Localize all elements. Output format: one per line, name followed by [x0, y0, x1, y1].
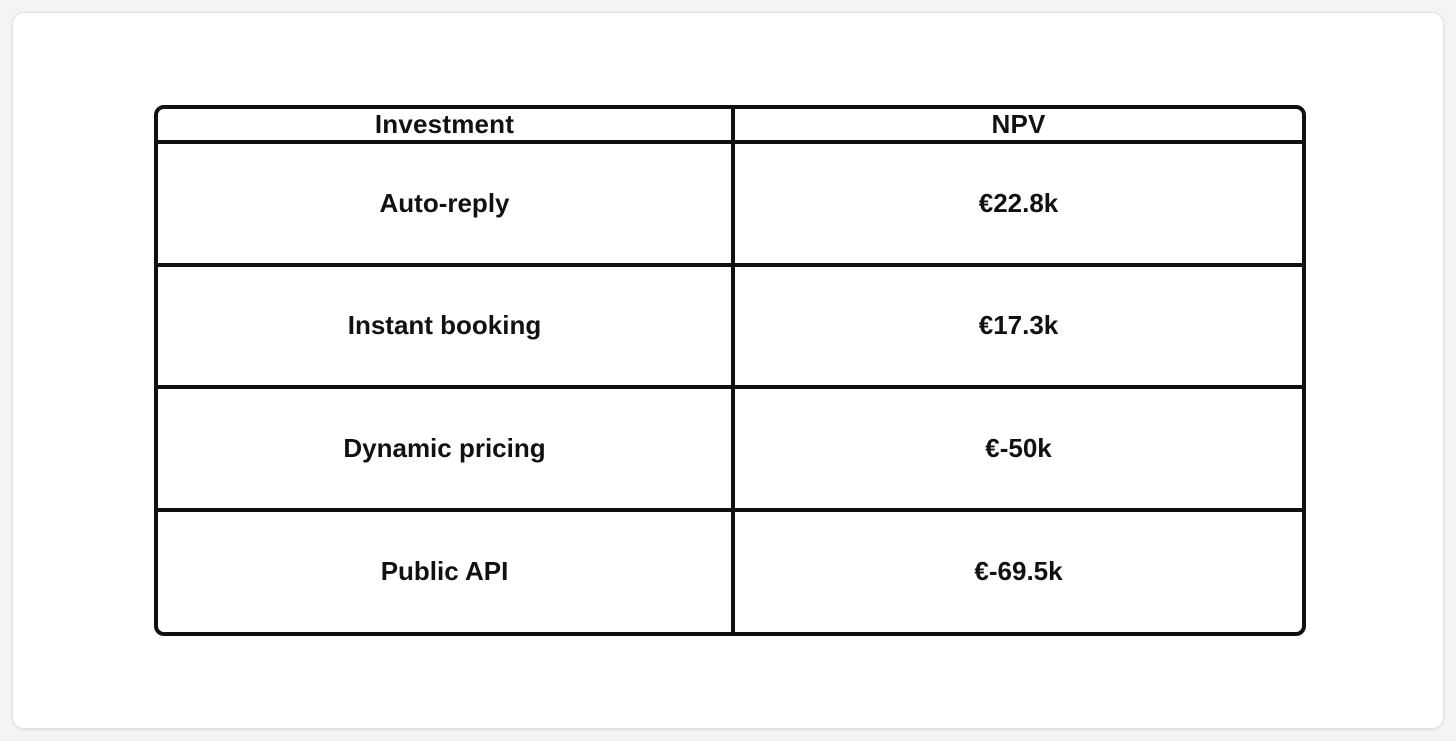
npv-table-frame: [154, 105, 1306, 636]
cell-npv: €22.8k: [733, 142, 1302, 265]
card-container: [12, 12, 1444, 729]
cell-npv: €17.3k: [733, 265, 1302, 388]
cell-investment: Public API: [158, 510, 733, 633]
cell-npv: €-50k: [733, 387, 1302, 510]
npv-table: [158, 109, 1302, 632]
cell-investment: Instant booking: [158, 265, 733, 388]
cell-investment: Dynamic pricing: [158, 387, 733, 510]
table-header-row: [158, 109, 1302, 142]
cell-investment: Auto-reply: [158, 142, 733, 265]
table-row: [158, 387, 1302, 510]
table-row: [158, 265, 1302, 388]
cell-npv: €-69.5k: [733, 510, 1302, 633]
header-investment: Investment: [158, 109, 733, 142]
table-row: [158, 142, 1302, 265]
header-npv: NPV: [733, 109, 1302, 142]
table-row: [158, 510, 1302, 633]
